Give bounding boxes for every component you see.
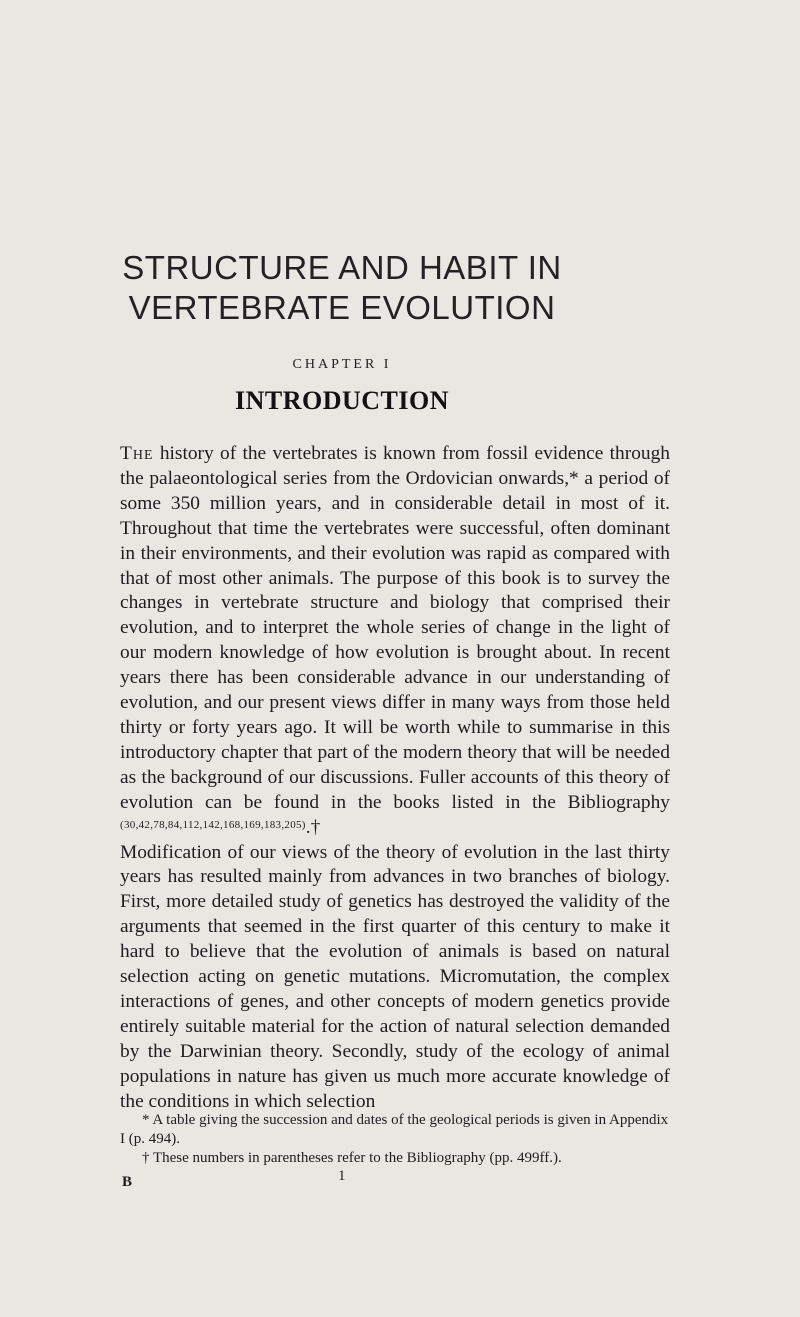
page-number: 1 <box>338 1168 346 1184</box>
book-title-line-2: VERTEBRATE EVOLUTION <box>128 289 556 326</box>
bibliography-references: (30,42,78,84,112,142,168,169,183,205) <box>120 818 306 831</box>
book-title-line-1: STRUCTURE AND HABIT IN <box>122 249 562 286</box>
paragraph-2 <box>120 841 670 1115</box>
paragraph-2-text: Modification of our views of the theory of evolution in the last thirty years has resulted mainly from advances in two branches of biology. First, more detailed study of genetics has destroyed the validity of the arguments that seemed in the first quarter of this century to make it hard to believe that the evolution of animals is based on natural selection acting on genetic mutations. Micromutation, the complex interactions of genes, and other concepts of modern genetics provide entirely suitable material for the action of natural selection demanded by the Darwinian theory. Secondly, study of the ecology of animal populations in nature has given us much more accurate knowledge of the conditions in which selection <box>120 841 670 1112</box>
footnote-1: * A table giving the succession and dates of the geological periods is given in Appendix I (p. 494). <box>120 1112 669 1147</box>
paragraph-1-end: .† <box>305 816 321 838</box>
paragraph-1-text: history of the vertebrates is known from fossil evidence through the palaeontological series from the Ordovician onwards,* a period of some 350 million years, and in considerable detail in most of it. Throughout that time the vertebrates were successful, often dominant in their environments, and their evolution was rapid as compared with that of most other animals. The purpose of this book is to survey the changes in vertebrate structure and biology that comprised their evolution, and to interpret the whole series of change in the light of our modern knowledge of how evolution is brought about. In recent years there has been considerable advance in our understanding of evolution, and our present views differ in many ways from those held thirty or forty years ago. It will be worth while to summarise in this introductory chapter that part of the modern theory that will be needed as the background of our discussions. Fuller accounts of this theory of evolution can be found in the books listed in the Bibliography <box>120 443 670 813</box>
body-text <box>120 442 670 1114</box>
book-title <box>0 248 684 328</box>
signature-mark: B <box>122 1174 133 1190</box>
paragraph-1 <box>120 442 670 841</box>
chapter-label: CHAPTER I <box>292 357 392 372</box>
footnote-2: † These numbers in parentheses refer to the Bibliography (pp. 499ff.). <box>142 1150 562 1166</box>
footnotes <box>120 1111 670 1168</box>
paragraph-lead-word: The <box>120 443 154 464</box>
chapter-title: INTRODUCTION <box>234 386 450 415</box>
